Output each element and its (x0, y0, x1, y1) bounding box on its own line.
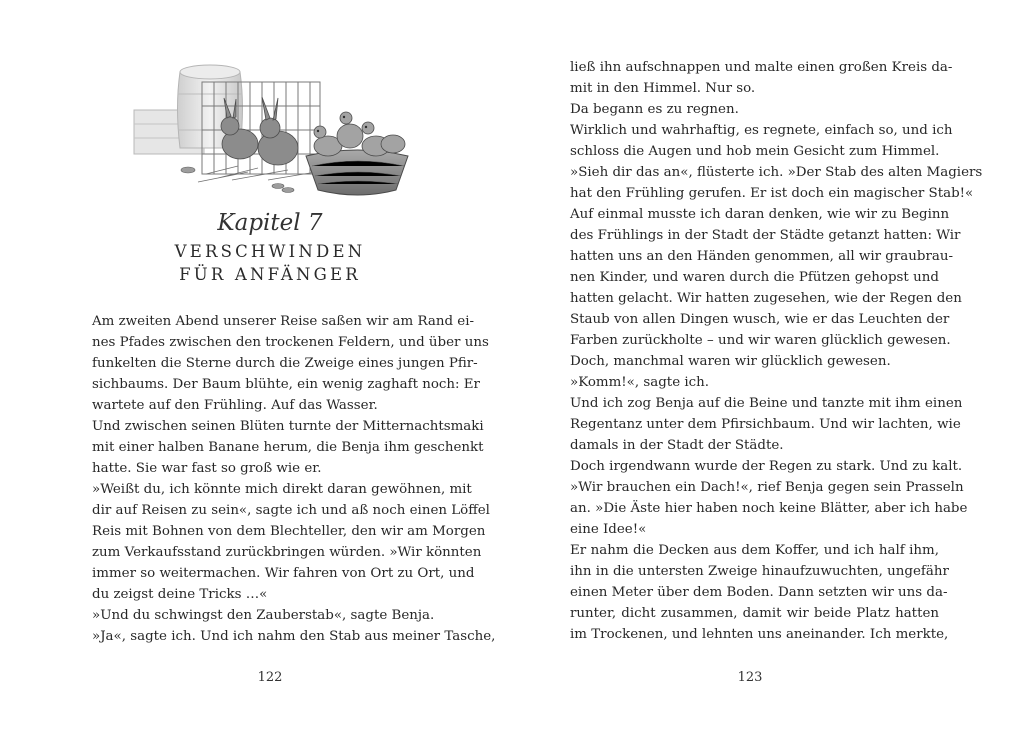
text-line: nes Pfades zwischen den trockenen Feldern, und über uns (92, 335, 489, 350)
text-line: Farben zurückholte – und wir waren glücklich gewesen. (570, 333, 951, 348)
text-line: Und ich zog Benja auf die Beine und tanzte mit ihm einen (570, 396, 963, 411)
text-line: an. »Die Äste hier haben noch keine Blätter, aber ich habe (570, 501, 968, 516)
text-line: Doch, manchmal waren wir glücklich gewesen. (570, 354, 891, 369)
text-line: schloss die Augen und hob mein Gesicht zum Himmel. (570, 144, 940, 159)
text-line: »Komm!«, sagte ich. (570, 375, 710, 390)
text-line: zum Verkaufsstand zurückbringen würden. »Wir könnten (92, 545, 482, 560)
text-line: des Frühlings in der Stadt der Städte getanzt hatten: Wir (570, 228, 961, 243)
chapter-title (90, 240, 450, 286)
chapter-title-line: FÜR ANFÄNGER (179, 265, 361, 284)
text-line: »Ja«, sagte ich. Und ich nahm den Stab aus meiner Tasche, (92, 629, 496, 644)
text-line: im Trockenen, und lehnten uns aneinander. Ich merkte, (570, 627, 949, 642)
text-line: »Und du schwingst den Zauberstab«, sagte Benja. (92, 608, 435, 623)
text-line: wartete auf den Frühling. Auf das Wasser. (92, 398, 378, 413)
text-line: mit einer halben Banane herum, die Benja ihm geschenkt (92, 440, 484, 455)
right-body-text (570, 57, 983, 645)
text-line: hatten gelacht. Wir hatten zugesehen, wie der Regen den (570, 291, 962, 306)
chapter-title-line: VERSCHWINDEN (174, 242, 366, 261)
text-line: »Weißt du, ich könnte mich direkt daran gewöhnen, mit (92, 482, 472, 497)
text-line: Auf einmal musste ich daran denken, wie wir zu Beginn (570, 207, 950, 222)
text-line: einen Meter über dem Boden. Dann setzten wir uns da- (570, 585, 948, 600)
text-line: hatten uns an den Händen genommen, all wir graubrau- (570, 249, 953, 264)
text-line: Regentanz unter dem Pfirsichbaum. Und wir lachten, wie (570, 417, 961, 432)
text-line: sichbaums. Der Baum blühte, ein wenig zaghaft noch: Er (92, 377, 480, 392)
text-line: eine Idee!« (570, 522, 647, 537)
left-body-text (92, 311, 496, 647)
text-line: Da begann es zu regnen. (570, 102, 739, 117)
text-line: mit in den Himmel. Nur so. (570, 81, 756, 96)
chapter-label: Kapitel 7 (217, 210, 323, 236)
text-line: dir auf Reisen zu sein«, sagte ich und aß noch einen Löffel (92, 503, 490, 518)
text-line: Reis mit Bohnen von dem Blechteller, den wir am Morgen (92, 524, 486, 539)
page-number-left: 122 (257, 670, 283, 685)
right-page (510, 0, 1020, 738)
text-line: Wirklich und wahrhaftig, es regnete, einfach so, und ich (570, 123, 953, 138)
text-line: runter, dicht zusammen, damit wir beide Platz hatten (570, 606, 939, 621)
text-line: ließ ihn aufschnappen und malte einen großen Kreis da- (570, 60, 953, 75)
text-line: hatte. Sie war fast so groß wie er. (92, 461, 322, 476)
text-line: funkelten die Sterne durch die Zweige eines jungen Pfir- (92, 356, 478, 371)
text-line: hat den Frühling gerufen. Er ist doch ein magischer Stab!« (570, 186, 974, 201)
text-line: du zeigst deine Tricks …« (92, 587, 268, 602)
text-line: ihn in die untersten Zweige hinaufzuwuchten, ungefähr (570, 564, 949, 579)
text-line: Staub von allen Dingen wusch, wie er das Leuchten der (570, 312, 950, 327)
text-line: nen Kinder, und waren durch die Pfützen gehopst und (570, 270, 939, 285)
text-line: Und zwischen seinen Blüten turnte der Mitternachtsmaki (92, 419, 484, 434)
page-number-right: 123 (737, 670, 763, 685)
text-line: damals in der Stadt der Städte. (570, 438, 784, 453)
text-line: immer so weitermachen. Wir fahren von Ort zu Ort, und (92, 566, 475, 581)
text-line: »Wir brauchen ein Dach!«, rief Benja gegen sein Prasseln (570, 480, 964, 495)
rabbits-and-doves-illustration (128, 52, 412, 202)
text-line: »Sieh dir das an«, flüsterte ich. »Der Stab des alten Magiers (570, 165, 983, 180)
text-line: Doch irgendwann wurde der Regen zu stark. Und zu kalt. (570, 459, 963, 474)
text-line: Am zweiten Abend unserer Reise saßen wir am Rand ei- (92, 314, 475, 329)
text-line: Er nahm die Decken aus dem Koffer, und ich half ihm, (570, 543, 939, 558)
